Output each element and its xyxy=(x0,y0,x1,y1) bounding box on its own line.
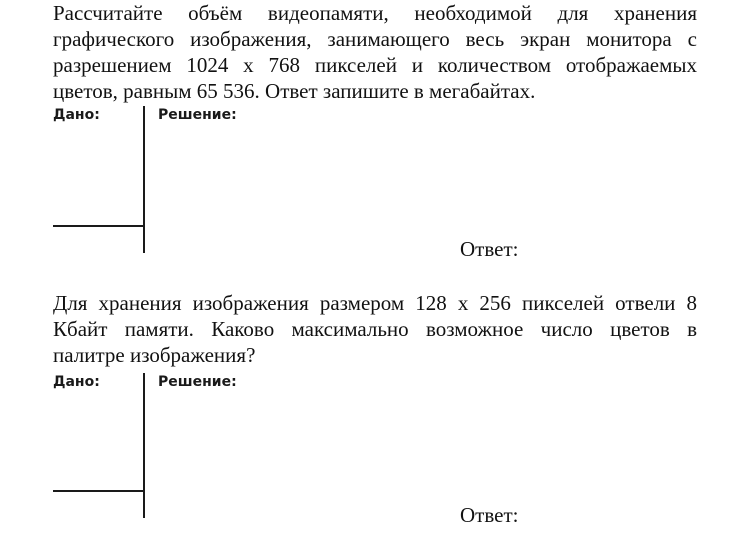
problem-2-answer-label: Ответ: xyxy=(460,503,519,527)
problem-1-solution-label: Решение: xyxy=(158,107,237,123)
problem-1-line: графического изображения, занимающего весь экран монитора с xyxy=(53,27,697,51)
problem-2-divider-vertical xyxy=(143,373,145,518)
problem-2-line: палитре изображения? xyxy=(53,343,256,367)
problem-2-divider-horizontal xyxy=(53,490,143,492)
problem-1-line: цветов, равным 65 536. Ответ запишите в мегабайтах. xyxy=(53,79,536,103)
problem-2-line: Кбайт памяти. Каково максимально возможное число цветов в xyxy=(53,317,697,341)
problem-1-divider-horizontal xyxy=(53,225,143,227)
problem-2-text xyxy=(53,290,697,368)
problem-1-text xyxy=(53,0,697,104)
problem-1-answer-label: Ответ: xyxy=(460,237,519,261)
problem-2-line: Для хранения изображения размером 128 x 256 пикселей отвели 8 xyxy=(53,291,697,315)
problem-1-divider-vertical xyxy=(143,106,145,253)
problem-1-line: Рассчитайте объём видеопамяти, необходимой для хранения xyxy=(53,1,697,25)
problem-2-solution-label: Решение: xyxy=(158,374,237,390)
problem-2-given-label: Дано: xyxy=(53,374,100,390)
problem-1-given-label: Дано: xyxy=(53,107,100,123)
problem-1-line: разрешением 1024 x 768 пикселей и количеством отображаемых xyxy=(53,53,697,77)
